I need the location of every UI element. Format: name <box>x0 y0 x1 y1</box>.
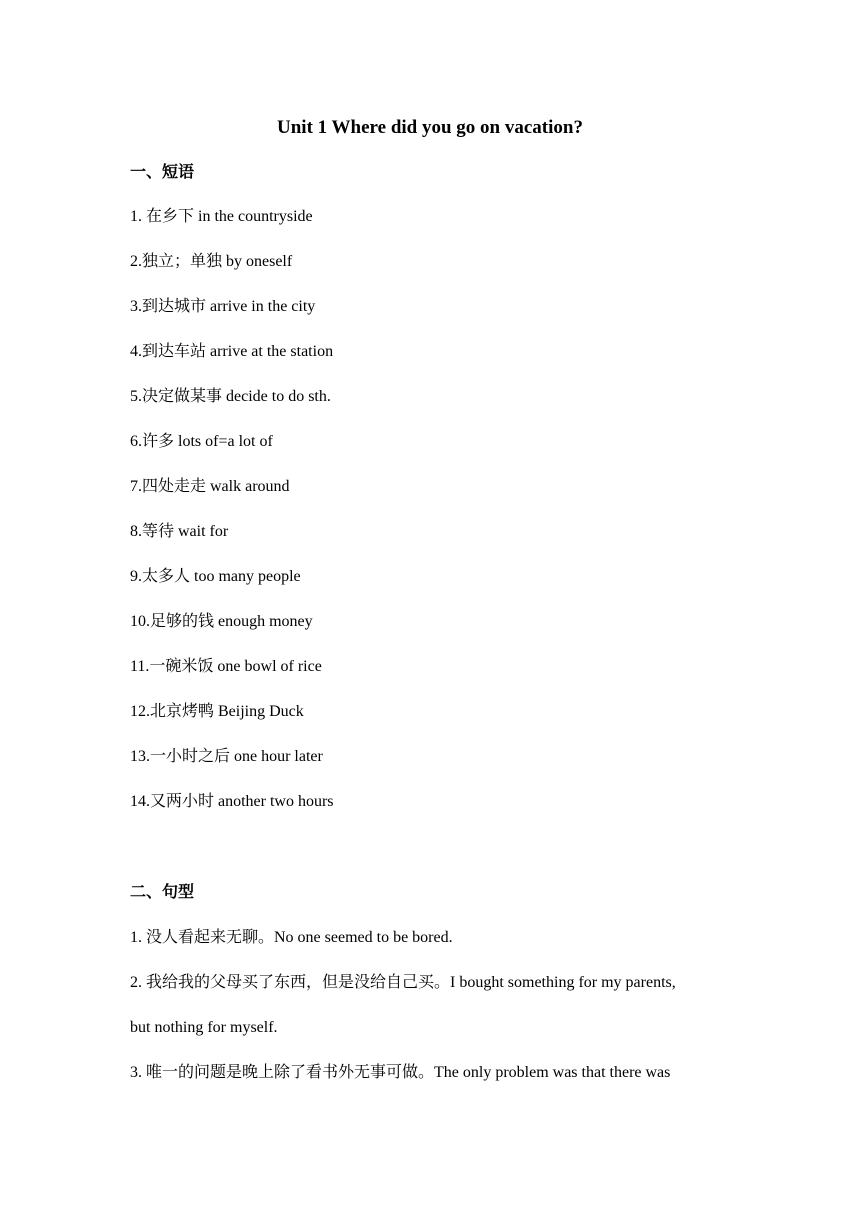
sentence-line: 1. 没人看起来无聊。No one seemed to be bored. <box>130 929 453 946</box>
phrase-item: 5.决定做某事 decide to do sth. <box>130 388 331 405</box>
phrase-item: 14.又两小时 another two hours <box>130 793 334 810</box>
phrase-item: 4.到达车站 arrive at the station <box>130 343 334 360</box>
phrase-item: 13.一小时之后 one hour later <box>130 748 323 765</box>
sentence-line: 2. 我给我的父母买了东西，但是没给自己买。I bought something for my parents, <box>130 974 676 991</box>
sentence-line: 3. 唯一的问题是晚上除了看书外无事可做。The only problem was that there was <box>130 1064 671 1081</box>
phrase-item: 12.北京烤鸭 Beijing Duck <box>130 703 304 720</box>
phrase-item: 2.独立；单独 by oneself <box>130 253 293 270</box>
section-heading-sentences: 二、句型 <box>130 882 195 901</box>
section-heading-phrases: 一、短语 <box>130 162 195 181</box>
sentence-line: but nothing for myself. <box>130 1019 278 1036</box>
phrase-item: 3.到达城市 arrive in the city <box>130 298 316 315</box>
phrase-item: 9.太多人 too many people <box>130 568 301 585</box>
document-title: Unit 1 Where did you go on vacation? <box>277 117 583 138</box>
phrase-item: 1. 在乡下 in the countryside <box>130 208 313 225</box>
phrase-item: 6.许多 lots of=a lot of <box>130 433 273 450</box>
phrase-item: 8.等待 wait for <box>130 523 229 540</box>
phrase-item: 11.一碗米饭 one bowl of rice <box>130 658 322 675</box>
phrase-item: 10.足够的钱 enough money <box>130 613 313 630</box>
phrase-item: 7.四处走走 walk around <box>130 478 290 495</box>
